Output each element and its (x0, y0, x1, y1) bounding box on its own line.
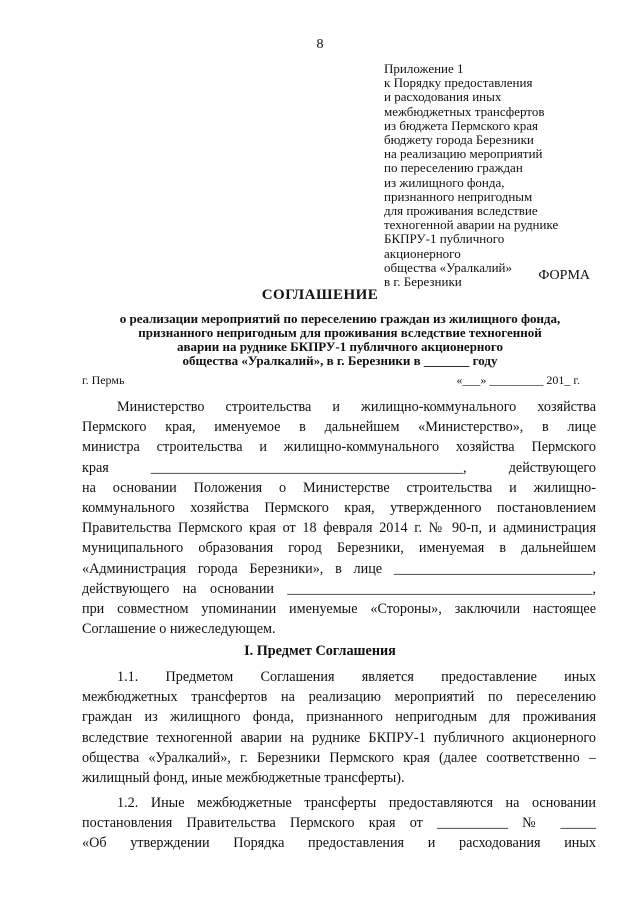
para-parties-line: Пермского края, именуемое в дальнейшем «Министерство», в лице (82, 419, 596, 436)
paragraph-1-1 (82, 667, 596, 788)
appendix-lines-line: Приложение 1 (384, 61, 464, 76)
para-parties-line: края ____________________________________________, действующего (82, 459, 596, 476)
para-1-1-line: межбюджетных трансфертов на реализацию мероприятий по переселению (82, 689, 596, 706)
para-parties-line: муниципального образования город Березники, именуемая в дальнейшем (82, 540, 596, 557)
appendix-lines-line: по переселению граждан (384, 160, 523, 176)
para-1-1-line: граждан из жилищного фонда, признанного непригодным для проживания (82, 709, 596, 726)
section-title: I. Предмет Соглашения (244, 643, 396, 659)
para-parties-line: на основании Положения о Министерстве строительства и жилищно- (82, 479, 596, 496)
form-label: ФОРМА (538, 268, 590, 283)
subtitle-lines-line: признанного непригодным для проживания вследствие техногенной (138, 325, 542, 340)
appendix-lines-line: техногенной аварии на руднике (384, 217, 559, 233)
subtitle-lines-line: общества «Уралкалий», в г. Березники в _______ году (182, 353, 498, 368)
place-of-signing: г. Пермь (82, 373, 125, 387)
appendix-lines-line: общества «Уралкалий» (384, 259, 512, 275)
para-1-2-line: «Об утверждении Порядка предоставления и расходования иных (82, 835, 596, 852)
paragraph-1-2 (82, 793, 596, 854)
para-1-1-line: вследствие техногенной аварии на руднике БКПРУ-1 публичного акционерного (82, 729, 596, 746)
para-parties-line: Правительства Пермского края от 18 февраля 2014 г. № 90-п, и администрация (82, 520, 596, 537)
appendix-lines-line: акционерного (384, 245, 461, 261)
appendix-block (384, 62, 624, 289)
appendix-lines-line: на реализацию мероприятий (384, 146, 543, 162)
para-parties-line: коммунального хозяйства Пермского края, утвержденного постановлением (82, 499, 596, 516)
document-subtitle (60, 312, 620, 368)
para-1-2-line: постановления Правительства Пермского края от __________ № _____ (82, 815, 596, 832)
para-1-1-line: общества «Уралкалий», г. Березники Пермского края (далее соответственно – (82, 749, 596, 766)
appendix-lines-line: и расходования иных (384, 89, 502, 105)
appendix-lines-line: бюджету города Березники (384, 132, 534, 148)
appendix-lines-line: для проживания вследствие (384, 203, 538, 219)
para-parties-line: Министерство строительства и жилищно-коммунального хозяйства (117, 399, 596, 415)
para-parties-line: Соглашение о нижеследующем. (82, 621, 276, 638)
page-number: 8 (316, 37, 324, 52)
para-parties-line: действующего на основании ___________________________________________, (82, 580, 596, 597)
appendix-lines-line: БКПРУ-1 публичного (384, 231, 505, 247)
appendix-lines-line: из бюджета Пермского края (384, 117, 539, 133)
appendix-lines-line: признанного непригодным (384, 188, 533, 204)
appendix-lines-line: межбюджетных трансфертов (384, 103, 545, 119)
date-of-signing: «___» _________ 201_ г. (456, 373, 580, 387)
appendix-lines-line: в г. Березники (384, 274, 462, 290)
parties-paragraph (82, 397, 596, 639)
para-parties-line: при совместном упоминании именуемые «Стороны», заключили настоящее (82, 600, 596, 617)
para-parties-line: министра строительства и жилищно-коммунального хозяйства Пермского (82, 439, 596, 456)
subtitle-lines-line: аварии на руднике БКПРУ-1 публичного акционерного (176, 339, 504, 354)
para-parties-line: «Администрация города Березники», в лице ____________________________, (82, 560, 596, 577)
appendix-lines-line: к Порядку предоставления (384, 75, 533, 91)
para-1-2-line: 1.2. Иные межбюджетные трансферты предоставляются на основании (117, 795, 596, 811)
appendix-lines-line: из жилищного фонда, (384, 174, 505, 190)
para-1-1-line: 1.1. Предметом Соглашения является предоставление иных (117, 669, 596, 685)
para-1-1-line: жилищный фонд, иные межбюджетные трансферты). (82, 769, 405, 786)
document-title: СОГЛАШЕНИЕ (261, 287, 379, 303)
subtitle-lines-line: о реализации мероприятий по переселению граждан из жилищного фонда, (119, 311, 561, 326)
